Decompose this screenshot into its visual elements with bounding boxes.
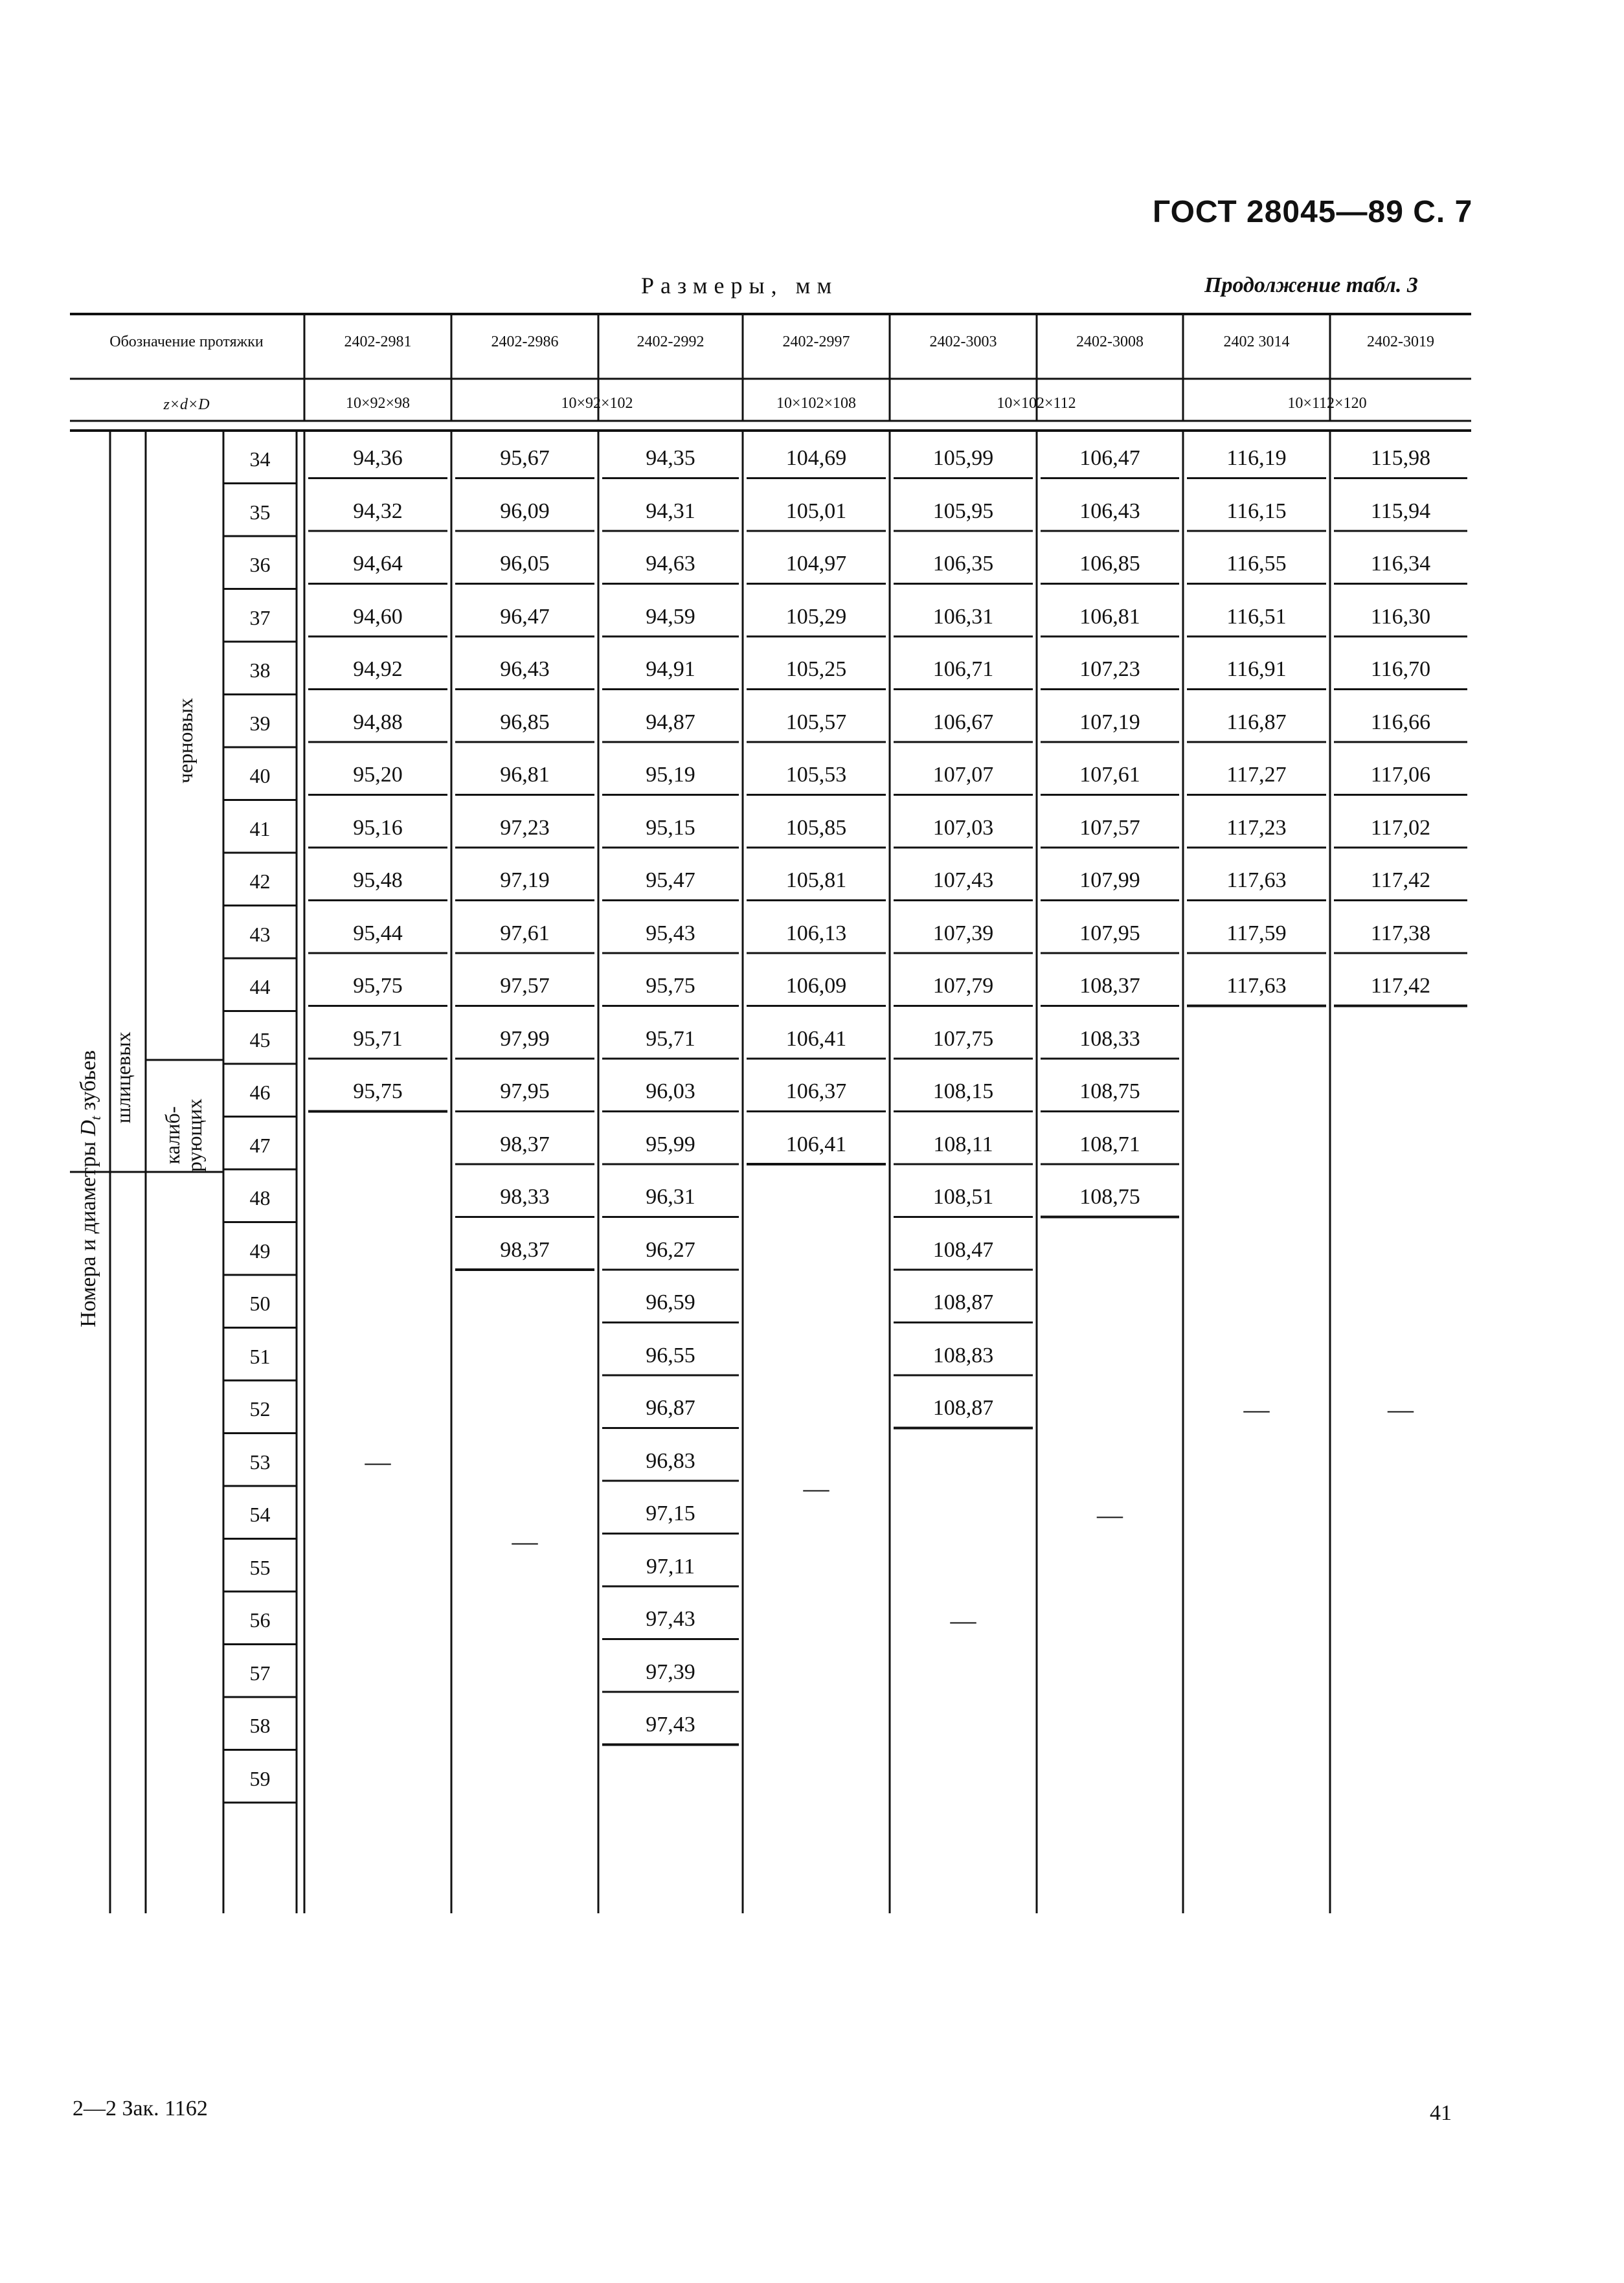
diameter-value: 94,63 [646,552,695,576]
diameter-value: 117,59 [1226,921,1287,945]
tooth-number: 49 [249,1239,271,1263]
diameter-value: 115,98 [1370,446,1431,470]
diameter-value: 108,11 [933,1132,993,1156]
tooth-number: 41 [249,816,271,840]
column-header: 2402-2981 [344,333,412,350]
empty-cell-dash: — [950,1605,976,1635]
tooth-number: 47 [249,1133,271,1157]
diameter-value: 108,83 [932,1343,994,1367]
tooth-number: 58 [249,1714,271,1737]
diameter-value: 117,06 [1370,763,1431,787]
sizes-caption: Размеры, мм [641,273,839,298]
diameter-value: 116,70 [1370,657,1431,681]
side-label-roughing: черновых [174,697,197,783]
tooth-number: 53 [249,1450,271,1474]
diameter-value: 105,29 [785,604,847,629]
empty-cell-dash: — [1243,1394,1270,1424]
diameter-value: 95,48 [353,868,403,892]
diameter-value: 94,32 [353,499,403,523]
diameter-value: 96,81 [500,763,550,787]
diameter-value: 108,51 [932,1185,994,1209]
diameter-value: 116,15 [1226,499,1287,523]
diameter-value: 106,31 [932,604,994,629]
diameter-value: 97,11 [646,1554,695,1579]
tooth-number: 34 [249,447,271,471]
diameter-value: 116,34 [1370,552,1431,576]
tooth-number: 35 [249,500,271,524]
side-label-splined: шлицевых [111,1031,135,1123]
diameter-value: 107,03 [932,815,994,840]
size-header: 10×112×120 [1287,395,1367,412]
diameter-value: 94,91 [646,657,695,681]
diameter-value: 104,97 [785,552,847,576]
diameter-value: 116,19 [1226,446,1287,470]
diameter-value: 95,44 [353,921,403,945]
diameter-value: 98,37 [500,1132,550,1156]
diameter-value: 95,43 [646,921,695,945]
diameter-value: 116,66 [1370,710,1431,734]
diameter-value: 94,35 [646,446,695,470]
tooth-number: 51 [249,1344,271,1368]
diameter-value: 105,99 [932,446,994,470]
tooth-number: 55 [249,1555,271,1579]
diameter-value: 107,39 [932,921,994,945]
diameter-value: 95,99 [646,1132,695,1156]
diameter-value: 96,47 [500,604,550,629]
diameter-value: 95,75 [353,974,403,998]
diameter-value: 107,79 [932,974,994,998]
diameter-value: 106,35 [932,552,994,576]
column-header: 2402-3008 [1076,333,1144,350]
diameter-value: 95,20 [353,763,403,787]
diameter-value: 95,47 [646,868,695,892]
diameter-value: 107,23 [1079,657,1140,681]
diameter-value: 96,27 [646,1237,695,1262]
diameter-value: 95,71 [353,1026,403,1051]
diameter-value: 107,57 [1079,815,1140,840]
diameter-value: 105,01 [785,499,847,523]
diameter-value: 108,87 [932,1290,994,1314]
diameter-value: 96,83 [646,1448,695,1473]
diameter-value: 106,37 [785,1079,847,1103]
diameter-value: 106,47 [1079,446,1140,470]
diameter-value: 97,57 [500,974,550,998]
empty-cell-dash: — [803,1474,829,1503]
diameter-value: 105,81 [785,868,847,892]
diameter-value: 107,61 [1079,763,1140,787]
diameter-value: 94,92 [353,657,403,681]
diameter-value: 95,16 [353,815,403,840]
diameter-value: 117,38 [1370,921,1431,945]
tooth-number: 59 [249,1766,271,1790]
diameter-value: 105,95 [932,499,994,523]
diameter-value: 95,71 [646,1026,695,1051]
diameter-value: 117,63 [1226,974,1287,998]
diameter-value: 96,87 [646,1396,695,1420]
tooth-number: 38 [249,658,271,682]
size-header: 10×102×112 [997,395,1076,412]
page-header: ГОСТ 28045—89 С. 7 [1153,195,1473,229]
diameter-value: 96,03 [646,1079,695,1103]
diameter-value: 97,99 [500,1026,550,1051]
diameter-value: 106,09 [785,974,847,998]
diameter-value: 116,51 [1226,604,1287,629]
diameter-value: 108,15 [932,1079,994,1103]
tooth-number: 46 [249,1081,271,1104]
diameter-value: 96,43 [500,657,550,681]
diameter-value: 117,42 [1370,868,1431,892]
diameter-value: 116,30 [1370,604,1431,629]
designation-label: Обозначение протяжки [109,333,264,350]
diameter-value: 117,42 [1370,974,1431,998]
tooth-number: 54 [249,1503,271,1526]
table-continuation-label: Продолжение табл. 3 [1204,273,1418,297]
diameter-value: 107,99 [1079,868,1140,892]
diameter-value: 96,09 [500,499,550,523]
diameter-value: 104,69 [785,446,847,470]
empty-cell-dash: — [512,1526,538,1556]
diameter-value: 106,43 [1079,499,1140,523]
tooth-number: 48 [249,1186,271,1209]
column-header: 2402 3014 [1223,333,1290,350]
empty-cell-dash: — [1388,1394,1414,1424]
empty-cell-dash: — [365,1447,391,1477]
tooth-number: 44 [249,975,271,998]
diameter-value: 97,95 [500,1079,550,1103]
diameter-value: 116,87 [1226,710,1287,734]
footer-order-number: 2—2 Зак. 1162 [73,2097,208,2120]
diameter-value: 106,71 [932,657,994,681]
diameter-value: 106,81 [1079,604,1140,629]
tooth-number: 40 [249,764,271,787]
diameter-value: 117,63 [1226,868,1287,892]
tooth-number: 39 [249,711,271,735]
tooth-number: 52 [249,1397,271,1421]
column-header: 2402-2986 [491,333,559,350]
diameter-value: 94,36 [353,446,403,470]
diameter-value: 97,61 [500,921,550,945]
tooth-number: 43 [249,922,271,946]
tooth-number: 36 [249,553,271,576]
diameter-value: 94,87 [646,710,695,734]
column-header: 2402-3019 [1367,333,1434,350]
diameter-value: 108,75 [1079,1079,1140,1103]
diameter-value: 97,43 [646,1713,695,1737]
size-header: 10×92×98 [345,395,411,412]
column-header: 2402-3003 [929,333,997,350]
diameter-value: 117,23 [1226,815,1287,840]
diameter-value: 98,37 [500,1237,550,1262]
diameter-value: 117,02 [1370,815,1431,840]
tooth-number: 50 [249,1292,271,1315]
diameter-value: 107,43 [932,868,994,892]
column-header: 2402-2997 [782,333,850,350]
tooth-number: 37 [249,605,271,629]
size-header: 10×92×102 [561,395,633,412]
diameter-value: 97,23 [500,815,550,840]
diameter-value: 97,39 [646,1659,695,1684]
diameter-value: 97,43 [646,1607,695,1631]
diameter-value: 108,33 [1079,1026,1140,1051]
diameter-value: 108,87 [932,1396,994,1420]
diameter-value: 107,75 [932,1026,994,1051]
diameter-value: 94,31 [646,499,695,523]
diameter-value: 96,59 [646,1290,695,1314]
diameter-value: 95,19 [646,763,695,787]
side-label-calibrating: калиб- рующих [161,1098,206,1172]
diameter-value: 108,71 [1079,1132,1140,1156]
diameter-value: 94,64 [353,552,403,576]
diameter-value: 96,05 [500,552,550,576]
diameter-value: 95,67 [500,446,550,470]
tooth-number: 42 [249,870,271,893]
tooth-number: 57 [249,1661,271,1685]
diameter-value: 106,67 [932,710,994,734]
footer-page-number: 41 [1430,2101,1452,2125]
diameter-value: 96,31 [646,1185,695,1209]
diameter-value: 105,53 [785,763,847,787]
diameter-value: 95,75 [353,1079,403,1103]
diameter-value: 95,15 [646,815,695,840]
size-header: 10×102×108 [776,395,857,412]
diameter-value: 108,37 [1079,974,1140,998]
diameter-value: 106,85 [1079,552,1140,576]
diameter-value: 105,85 [785,815,847,840]
zdD-label: z×d×D [163,396,210,413]
diameter-value: 95,75 [646,974,695,998]
diameter-value: 116,91 [1226,657,1287,681]
diameter-value: 97,19 [500,868,550,892]
diameter-value: 107,95 [1079,921,1140,945]
diameter-value: 96,55 [646,1343,695,1367]
tooth-number: 56 [249,1608,271,1632]
empty-cell-dash: — [1097,1500,1123,1529]
diameter-value: 98,33 [500,1185,550,1209]
diameter-value: 108,75 [1079,1185,1140,1209]
side-label-main: Номера и диаметры $D_t$ зубьев [76,1050,104,1327]
diameter-value: 108,47 [932,1237,994,1262]
diameter-value: 106,13 [785,921,847,945]
diameter-value: 96,85 [500,710,550,734]
diameter-value: 105,25 [785,657,847,681]
column-header: 2402-2992 [637,333,705,350]
diameter-value: 115,94 [1370,499,1431,523]
diameter-value: 94,59 [646,604,695,629]
diameter-value: 106,41 [785,1026,847,1051]
diameter-value: 94,88 [353,710,403,734]
diameter-value: 107,07 [932,763,994,787]
tooth-number: 45 [249,1028,271,1052]
diameter-value: 105,57 [785,710,847,734]
diameter-value: 107,19 [1079,710,1140,734]
diameter-value: 116,55 [1226,552,1287,576]
diameter-value: 106,41 [785,1132,847,1156]
diameter-value: 117,27 [1226,763,1287,787]
diameter-value: 94,60 [353,604,403,629]
diameter-value: 97,15 [646,1501,695,1525]
